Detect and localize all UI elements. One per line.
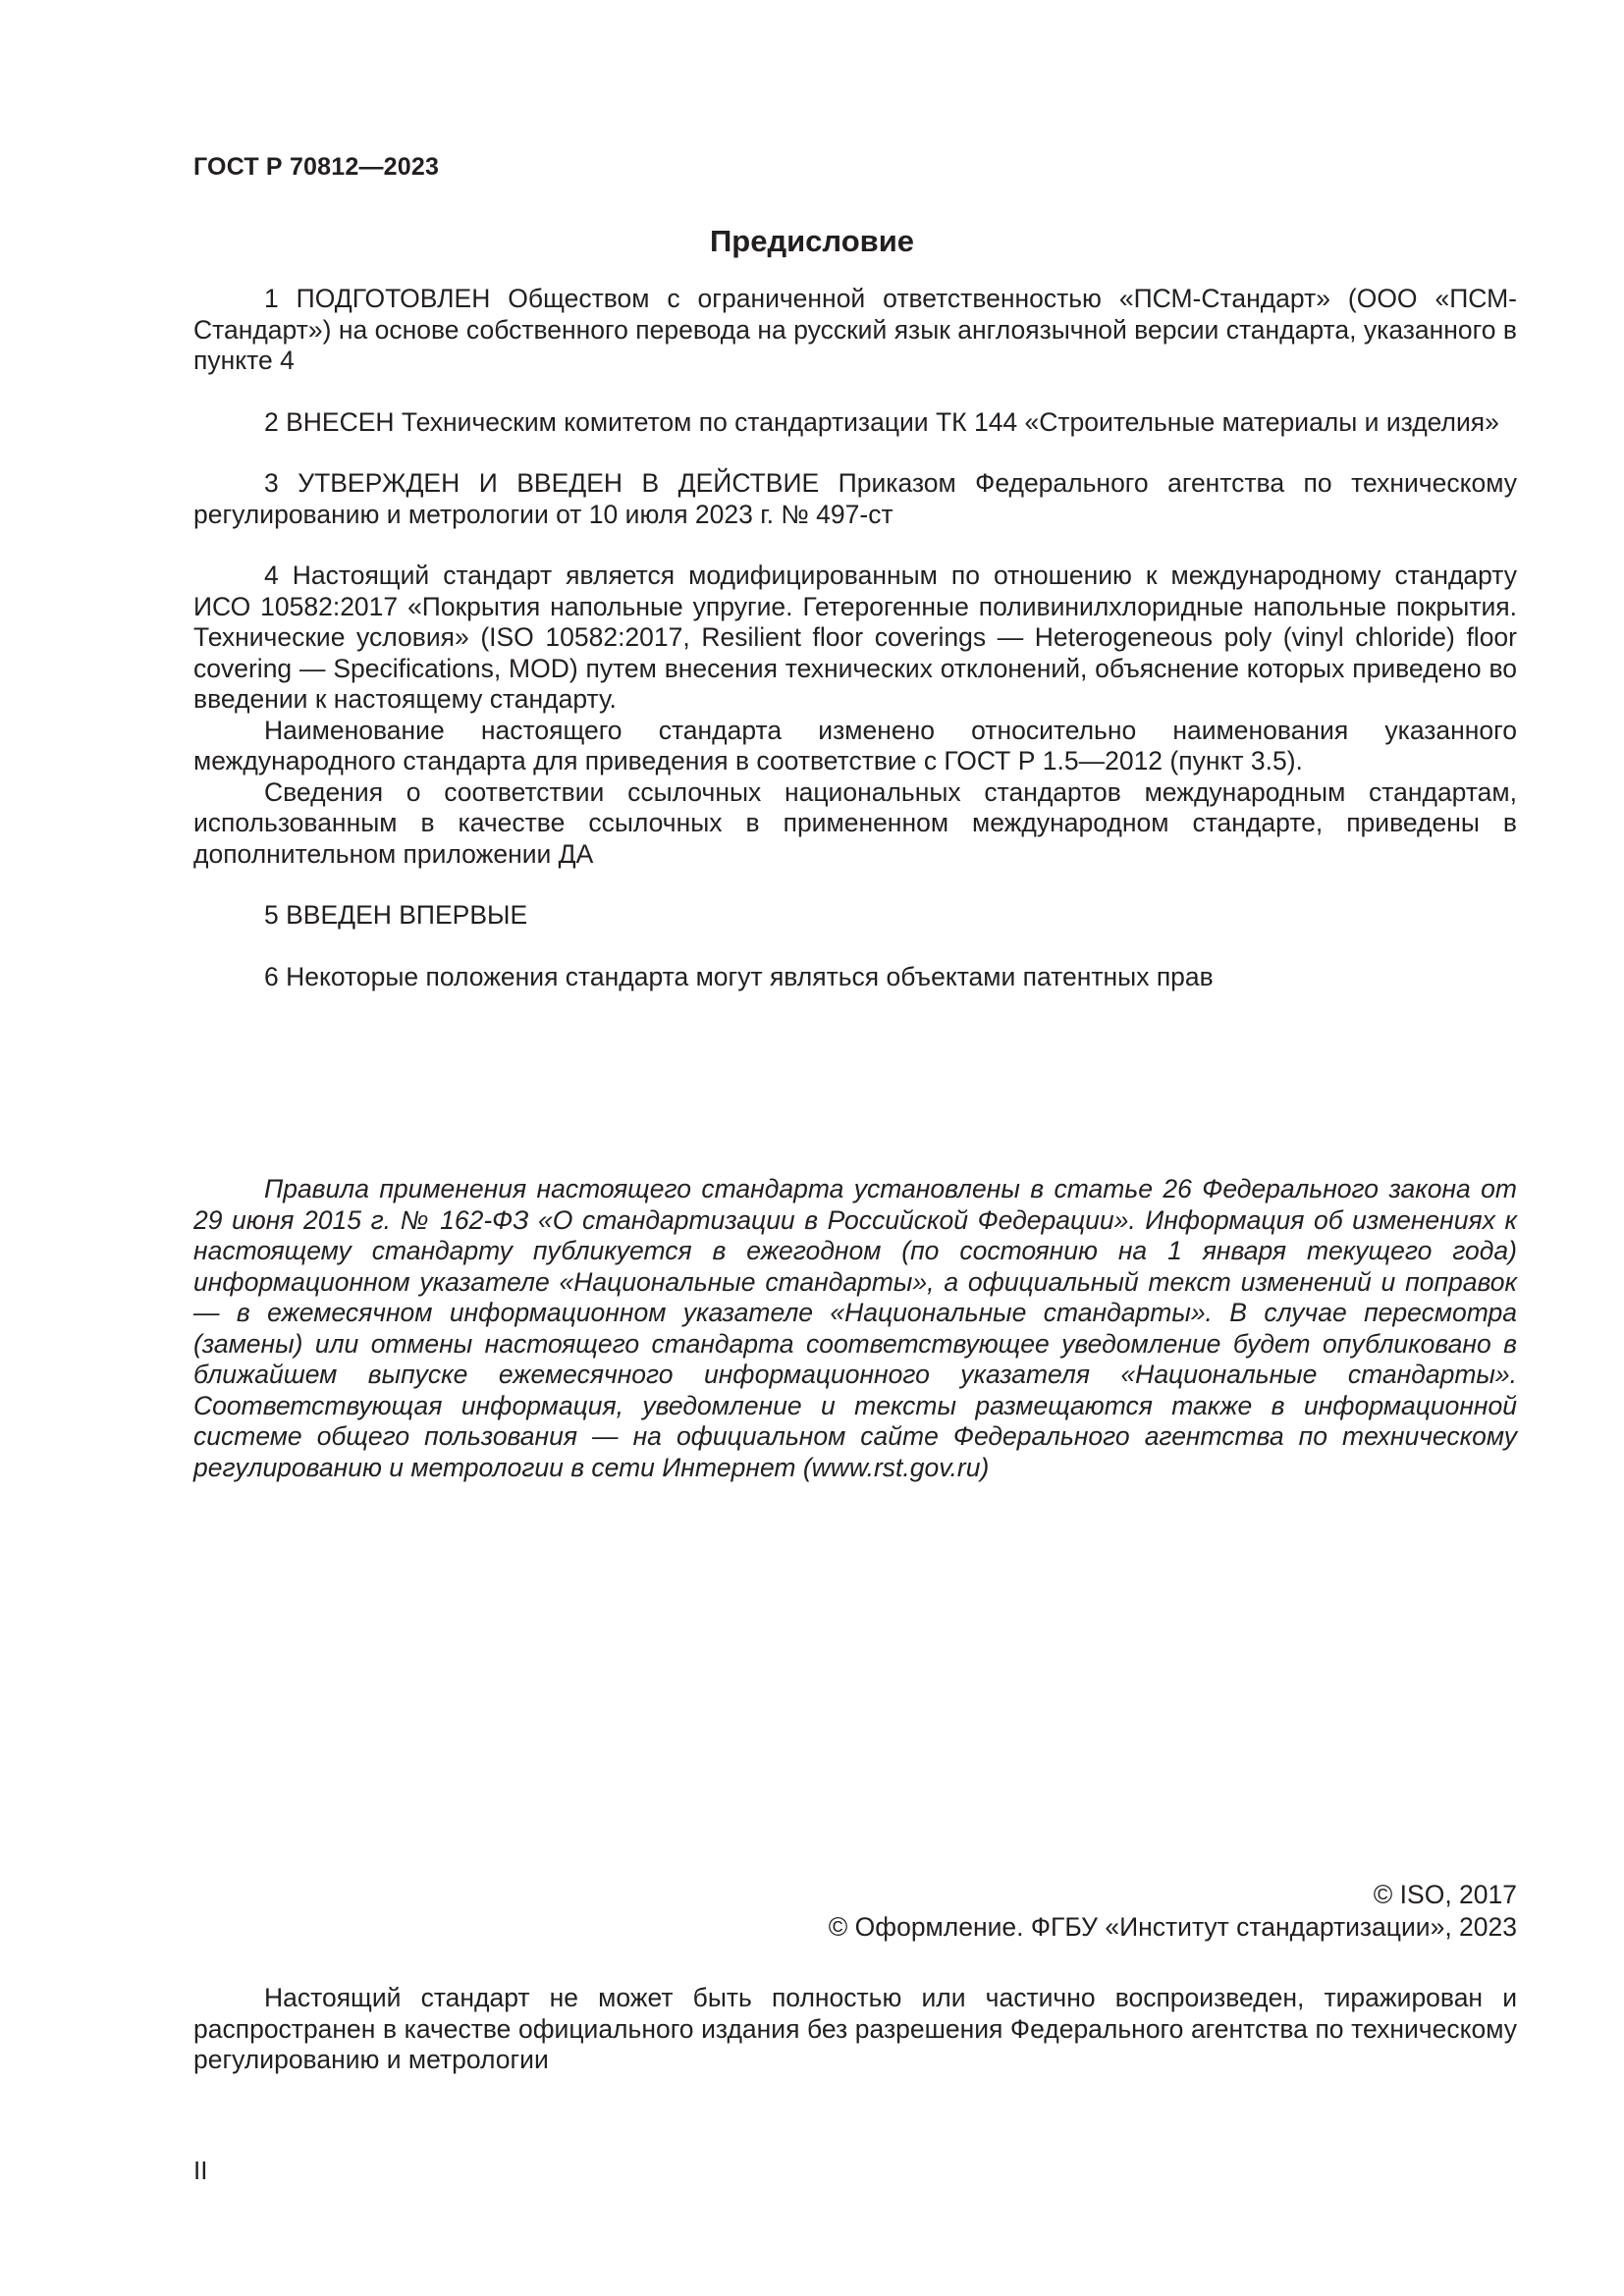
page-number: II (193, 2156, 208, 2185)
preface-body (193, 284, 1517, 992)
copyright-block (829, 1879, 1517, 1944)
preface-item-5: 5 ВВЕДЕН ВПЕРВЫЕ (264, 900, 528, 930)
preface-item-4: 4 Настоящий стандарт является модифицированным по отношению к международному стандарту ИСО 10582:2017 «Покрытия напольные упругие. Гетерогенные поливинилхлоридные напольные покрытия. Технические условия» (ISO 10582:2017, Resilient floor coverings — Heterogeneous poly (vinyl chloride) floor covering — Specifications, MOD) путем внесения технических отклонений, объяснение которых приведено во введении к настоящему стандарту. (193, 561, 1517, 714)
copyright-iso: © ISO, 2017 (1373, 1880, 1517, 1909)
preface-item-1: 1 ПОДГОТОВЛЕН Обществом с ограниченной ответственностью «ПСМ-Стандарт» (ООО «ПСМ-Стандарт») на основе собственного перевода на русский язык англоязычной версии стандарта, указанного в пункте 4 (193, 284, 1517, 375)
reproduction-notice: Настоящий стандарт не может быть полностью или частично воспроизведен, тиражирован и распространен в качестве официального издания без разрешения Федерального агентства по техническому регулированию и метрологии (193, 1983, 1517, 2074)
preface-item-2: 2 ВНЕСЕН Техническим комитетом по стандартизации ТК 144 «Строительные материалы и изделия» (264, 406, 1499, 437)
preface-item-6: 6 Некоторые положения стандарта могут являться объектами патентных прав (264, 961, 1214, 991)
preface-item-4-references: Сведения о соответствии ссылочных национальных стандартов международным стандартам, использованным в качестве ссылочных в примененном международном стандарте, приведены в дополнительном приложении ДА (193, 776, 1517, 869)
copyright-design: © Оформление. ФГБУ «Институт стандартизации», 2023 (828, 1912, 1517, 1942)
preface-item-3: 3 УТВЕРЖДЕН И ВВЕДЕН В ДЕЙСТВИЕ Приказом Федерального агентства по техническому регулированию и метрологии от 10 июля 2023 г. № 497-ст (193, 468, 1517, 529)
preface-item-4-name-change: Наименование настоящего стандарта изменено относительно наименования указанного международного стандарта для приведения в соответствие с ГОСТ Р 1.5—2012 (пункт 3.5). (193, 715, 1517, 775)
document-code: ГОСТ Р 70812—2023 (193, 153, 440, 181)
application-rules-notice: Правила применения настоящего стандарта установлены в статье 26 Федерального закона от 29 июня 2015 г. № 162-ФЗ «О стандартизации в Российской Федерации». Информация об изменениях к настоящему стандарту публикуется в ежегодном (по состоянию на 1 января текущего года) информационном указателе «Национальные стандарты», а официальный текст изменений и поправок — в ежемесячном информационном указателе «Национальные стандарты». В случае пересмотра (замены) или отмены настоящего стандарта соответствующее уведомление будет опубликовано в ближайшем выпуске ежемесячного информационного указателя «Национальные стандарты». Соответствующая информация, уведомление и тексты размещаются также в информационной системе общего пользования — на официальном сайте Федерального агентства по техническому регулированию и метрологии в сети Интернет (www.rst.gov.ru) (193, 1174, 1517, 1482)
page-title: Предисловие (709, 224, 914, 258)
